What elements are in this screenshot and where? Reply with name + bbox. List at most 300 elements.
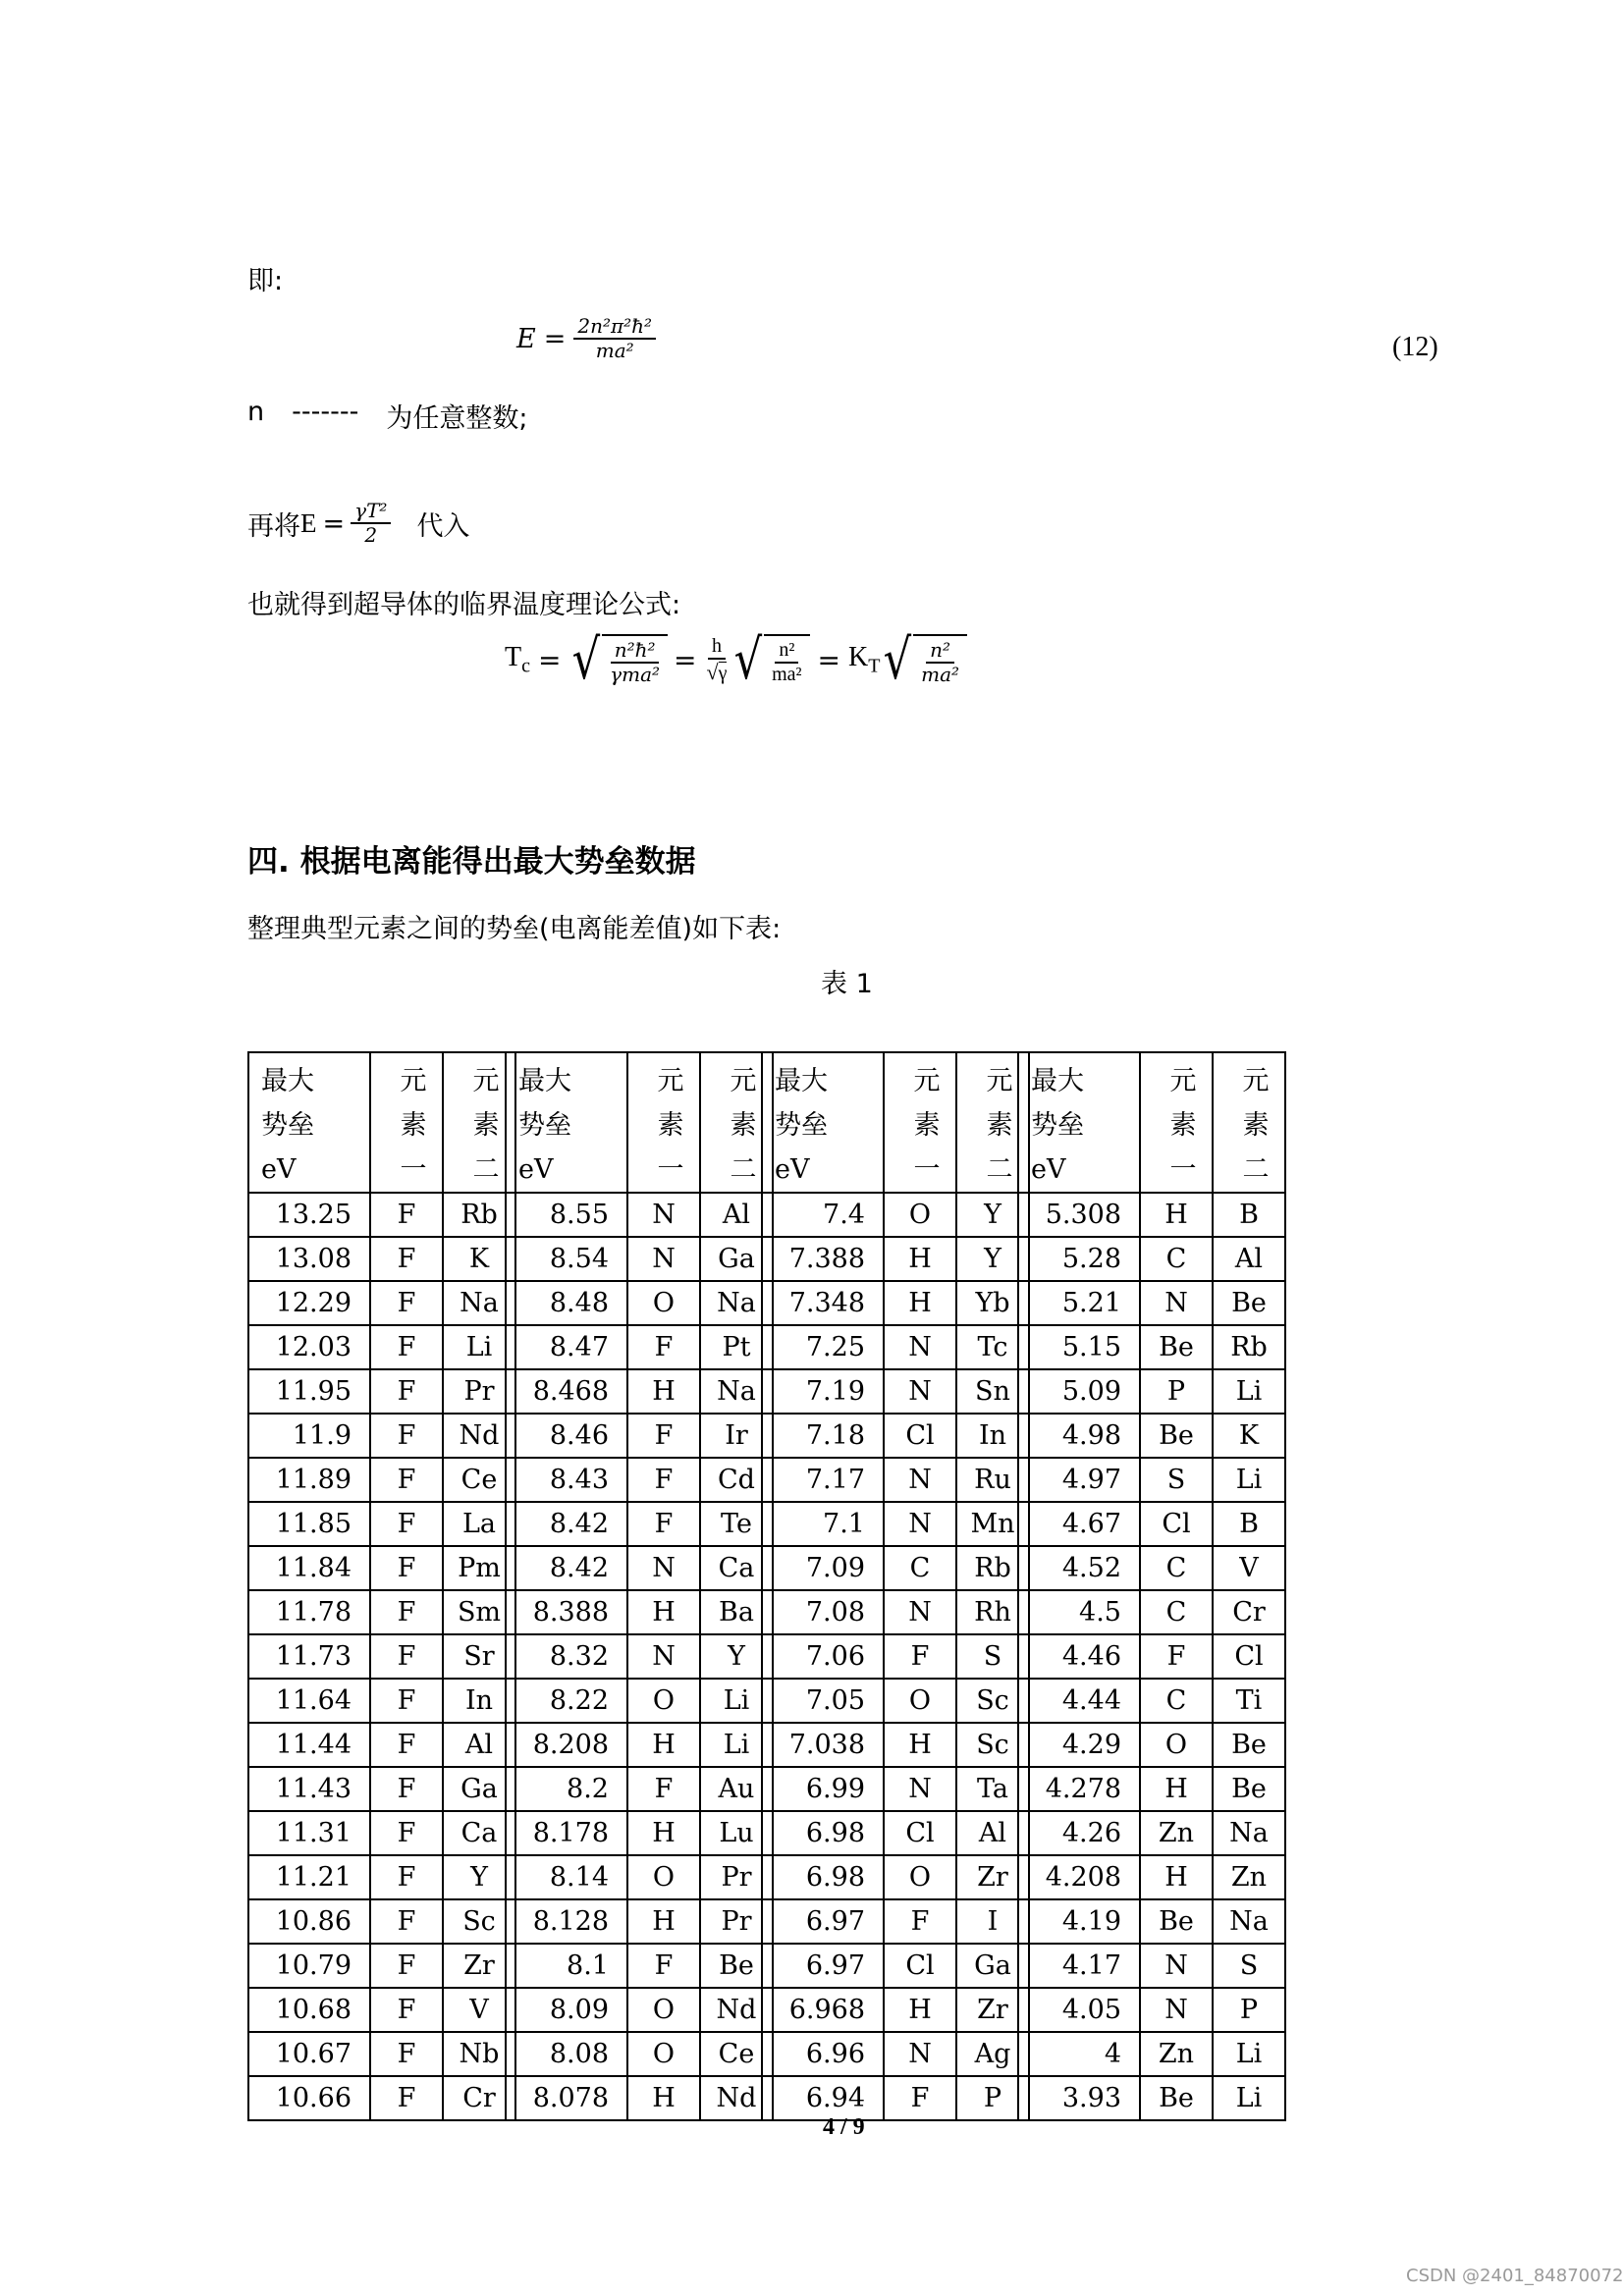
barrier-value-cell: 11.84 (248, 1546, 370, 1590)
element-one-cell: C (1140, 1237, 1213, 1281)
barrier-value-cell: 4.52 (1018, 1546, 1140, 1590)
sqrt-2: √ $\frac{\text{n²}}{\text{ma²}}$ (731, 634, 809, 686)
element-two-cell: Mn (956, 1502, 1029, 1546)
element-two-cell: K (1213, 1414, 1285, 1458)
barrier-value-cell: 5.15 (1018, 1325, 1140, 1369)
n-definition (247, 397, 527, 435)
barrier-value-cell: 8.08 (506, 2032, 627, 2076)
table-row (248, 1502, 515, 1546)
table-row (762, 1899, 1029, 1944)
element-one-cell: O (627, 1855, 700, 1899)
element-two-cell: V (1213, 1546, 1285, 1590)
barrier-value-cell: 6.98 (762, 1855, 884, 1899)
element-two-cell: Sc (956, 1723, 1029, 1767)
element-two-cell: S (1213, 1944, 1285, 1988)
table-row (248, 1634, 515, 1679)
table-row (506, 1281, 773, 1325)
table-row (248, 1590, 515, 1634)
element-one-cell: N (1140, 1281, 1213, 1325)
element-two-cell: Li (443, 1325, 515, 1369)
barrier-value-cell: 12.29 (248, 1281, 370, 1325)
element-two-cell: Sc (443, 1899, 515, 1944)
element-two-cell: Ga (956, 1944, 1029, 1988)
element-two-cell: Ag (956, 2032, 1029, 2076)
element-two-cell: Li (1213, 2076, 1285, 2120)
header-element-two: 元 素 二 (1213, 1052, 1285, 1193)
table-row (1018, 1502, 1285, 1546)
barrier-value-cell: 8.55 (506, 1193, 627, 1237)
barrier-value-cell: 4 (1018, 2032, 1140, 2076)
table-header-row (506, 1052, 773, 1193)
barrier-value-cell: 11.78 (248, 1590, 370, 1634)
element-two-cell: Li (1213, 1369, 1285, 1414)
table-row (506, 1634, 773, 1679)
barrier-value-cell: 6.97 (762, 1899, 884, 1944)
barrier-value-cell: 4.19 (1018, 1899, 1140, 1944)
barrier-value-cell: 5.09 (1018, 1369, 1140, 1414)
element-one-cell: Be (1140, 1899, 1213, 1944)
element-one-cell: F (370, 1988, 443, 2032)
table-row (506, 1679, 773, 1723)
table-row (762, 1988, 1029, 2032)
barrier-value-cell: 8.48 (506, 1281, 627, 1325)
barrier-value-cell: 8.09 (506, 1988, 627, 2032)
element-two-cell: Y (700, 1634, 773, 1679)
element-two-cell: Nb (443, 2032, 515, 2076)
barrier-value-cell: 8.1 (506, 1944, 627, 1988)
element-one-cell: F (370, 1458, 443, 1502)
element-two-cell: Zn (1213, 1855, 1285, 1899)
element-one-cell: F (1140, 1634, 1213, 1679)
element-two-cell: Cl (1213, 1634, 1285, 1679)
barrier-value-cell: 8.14 (506, 1855, 627, 1899)
element-one-cell: C (1140, 1590, 1213, 1634)
table-row (248, 1281, 515, 1325)
element-one-cell: Be (1140, 2076, 1213, 2120)
element-two-cell: Na (700, 1369, 773, 1414)
table-row (506, 1855, 773, 1899)
table-row (248, 1458, 515, 1502)
element-two-cell: Pt (700, 1325, 773, 1369)
element-one-cell: F (627, 1414, 700, 1458)
element-two-cell: Y (956, 1237, 1029, 1281)
element-one-cell: F (627, 1767, 700, 1811)
table-row (1018, 1767, 1285, 1811)
element-two-cell: Li (700, 1679, 773, 1723)
element-one-cell: F (370, 1767, 443, 1811)
element-two-cell: Sc (956, 1679, 1029, 1723)
barrier-value-cell: 4.278 (1018, 1767, 1140, 1811)
barrier-value-cell: 8.2 (506, 1767, 627, 1811)
element-one-cell: H (627, 1723, 700, 1767)
table-row (762, 1546, 1029, 1590)
element-one-cell: S (1140, 1458, 1213, 1502)
element-one-cell: N (884, 1502, 956, 1546)
table-row (1018, 1855, 1285, 1899)
barrier-value-cell: 4.44 (1018, 1679, 1140, 1723)
table-row (506, 2076, 773, 2120)
table-row (762, 2032, 1029, 2076)
element-one-cell: O (627, 1988, 700, 2032)
table-row (1018, 1679, 1285, 1723)
element-one-cell: F (370, 1590, 443, 1634)
element-two-cell: Cd (700, 1458, 773, 1502)
table-row (762, 1281, 1029, 1325)
table-row (506, 1414, 773, 1458)
header-max-barrier: 最大 势垒 eV (248, 1052, 370, 1193)
barrier-value-cell: 4.67 (1018, 1502, 1140, 1546)
element-one-cell: N (627, 1193, 700, 1237)
substitute-fraction (351, 501, 391, 546)
fraction-2: $\frac{h}{√\gamma}$ (706, 635, 728, 685)
element-two-cell: Pr (700, 1855, 773, 1899)
table-row (1018, 1988, 1285, 2032)
element-one-cell: N (884, 1767, 956, 1811)
table-row (1018, 2076, 1285, 2120)
element-one-cell: F (884, 1634, 956, 1679)
barrier-value-cell: 10.79 (248, 1944, 370, 1988)
header-element-one: 元 素 一 (1140, 1052, 1213, 1193)
table-row (248, 1767, 515, 1811)
barrier-value-cell: 7.348 (762, 1281, 884, 1325)
table-row (1018, 1281, 1285, 1325)
element-one-cell: F (884, 2076, 956, 2120)
header-max-barrier: 最大 势垒 eV (1018, 1052, 1140, 1193)
table-row (506, 1590, 773, 1634)
element-one-cell: Be (1140, 1414, 1213, 1458)
element-two-cell: Ce (700, 2032, 773, 2076)
barrier-value-cell: 4.5 (1018, 1590, 1140, 1634)
element-two-cell: Sm (443, 1590, 515, 1634)
table-row (248, 1546, 515, 1590)
table-row (248, 1811, 515, 1855)
element-two-cell: In (956, 1414, 1029, 1458)
table-row (762, 1679, 1029, 1723)
table-row (248, 1855, 515, 1899)
table-row (506, 1944, 773, 1988)
barrier-value-cell: 4.29 (1018, 1723, 1140, 1767)
element-one-cell: F (370, 1193, 443, 1237)
element-two-cell: Cr (1213, 1590, 1285, 1634)
table-row (762, 1193, 1029, 1237)
substitute-lhs: E (300, 507, 317, 538)
element-two-cell: Nd (700, 1988, 773, 2032)
table-row (506, 1767, 773, 1811)
element-one-cell: Cl (1140, 1502, 1213, 1546)
table-row (762, 1634, 1029, 1679)
element-one-cell: H (1140, 1767, 1213, 1811)
tc-formula: $T_c$ = √ $\frac{\text{n²ħ²}}{\text{γma²}}$ = $\frac{h}{√\gamma}$ √ $\frac{\text{n²}}{\text{ma²}}$ = $K_T$ √ $\frac{\text{n²}}{\text{ma²}}$ (505, 634, 967, 686)
table-row (506, 1502, 773, 1546)
table-row (762, 1414, 1029, 1458)
substitute-prefix: 再将 (247, 510, 300, 542)
table-row (762, 1723, 1029, 1767)
element-one-cell: P (1140, 1369, 1213, 1414)
table-row (1018, 1546, 1285, 1590)
element-one-cell: N (1140, 1988, 1213, 2032)
element-two-cell: In (443, 1679, 515, 1723)
element-two-cell: Au (700, 1767, 773, 1811)
element-two-cell: Ru (956, 1458, 1029, 1502)
barrier-value-cell: 11.9 (248, 1414, 370, 1458)
barrier-value-cell: 7.25 (762, 1325, 884, 1369)
equation-12: E = $\frac{\text{2n²π²ħ²}}{\text{ma²}}$ (516, 316, 656, 361)
table-row (248, 1237, 515, 1281)
barrier-value-cell: 7.038 (762, 1723, 884, 1767)
table-row (248, 1369, 515, 1414)
element-one-cell: F (370, 1369, 443, 1414)
barrier-value-cell: 11.21 (248, 1855, 370, 1899)
barrier-value-cell: 10.66 (248, 2076, 370, 2120)
element-one-cell: F (370, 1679, 443, 1723)
element-two-cell: Ti (1213, 1679, 1285, 1723)
element-one-cell: H (627, 2076, 700, 2120)
barrier-value-cell: 10.67 (248, 2032, 370, 2076)
element-two-cell: Cr (443, 2076, 515, 2120)
page-number: 4 / 9 (823, 2114, 865, 2140)
table-row (506, 1325, 773, 1369)
barrier-value-cell: 4.208 (1018, 1855, 1140, 1899)
element-two-cell: Zr (443, 1944, 515, 1988)
table-row (1018, 1325, 1285, 1369)
element-two-cell: B (1213, 1502, 1285, 1546)
table-row (248, 1988, 515, 2032)
sqrt-1: √ $\frac{\text{n²ħ²}}{\text{γma²}}$ (568, 634, 668, 686)
table-row (1018, 1458, 1285, 1502)
barrier-value-cell: 8.32 (506, 1634, 627, 1679)
element-two-cell: Rb (443, 1193, 515, 1237)
element-two-cell: Zr (956, 1855, 1029, 1899)
barrier-value-cell: 8.178 (506, 1811, 627, 1855)
header-element-one: 元 素 一 (370, 1052, 443, 1193)
barrier-value-cell: 4.97 (1018, 1458, 1140, 1502)
table-row (506, 1723, 773, 1767)
table-row (506, 2032, 773, 2076)
barrier-value-cell: 8.468 (506, 1369, 627, 1414)
table-row (1018, 2032, 1285, 2076)
barrier-value-cell: 10.68 (248, 1988, 370, 2032)
table-row (1018, 1899, 1285, 1944)
element-two-cell: Rb (956, 1546, 1029, 1590)
table-row (762, 1325, 1029, 1369)
element-two-cell: Ba (700, 1590, 773, 1634)
barrier-value-cell: 8.47 (506, 1325, 627, 1369)
header-max-barrier: 最大 势垒 eV (506, 1052, 627, 1193)
n-desc: 为任意整数; (386, 403, 528, 434)
header-element-two: 元 素 二 (956, 1052, 1029, 1193)
barrier-value-cell: 8.078 (506, 2076, 627, 2120)
header-element-two: 元 素 二 (700, 1052, 773, 1193)
element-one-cell: H (627, 1899, 700, 1944)
element-one-cell: H (884, 1281, 956, 1325)
element-one-cell: F (370, 2076, 443, 2120)
element-two-cell: Li (1213, 2032, 1285, 2076)
barrier-value-cell: 7.05 (762, 1679, 884, 1723)
root1-denominator: γma² (610, 662, 661, 686)
substitute-numerator: γT² (351, 501, 391, 524)
barrier-value-cell: 8.22 (506, 1679, 627, 1723)
section-heading: 四. 根据电离能得出最大势垒数据 (247, 844, 696, 880)
table-row (248, 1325, 515, 1369)
barrier-value-cell: 7.09 (762, 1546, 884, 1590)
result-line: 也就得到超导体的临界温度理论公式: (247, 590, 681, 620)
element-two-cell: Ca (443, 1811, 515, 1855)
element-one-cell: F (370, 1414, 443, 1458)
element-two-cell: Na (1213, 1899, 1285, 1944)
barrier-value-cell: 4.05 (1018, 1988, 1140, 2032)
element-one-cell: N (884, 1369, 956, 1414)
table-row (248, 1679, 515, 1723)
element-one-cell: H (627, 1811, 700, 1855)
element-one-cell: F (370, 1723, 443, 1767)
element-one-cell: O (884, 1855, 956, 1899)
element-one-cell: F (370, 1855, 443, 1899)
element-two-cell: Pm (443, 1546, 515, 1590)
data-table-2 (505, 1051, 774, 2121)
element-two-cell: Al (700, 1193, 773, 1237)
element-two-cell: Al (443, 1723, 515, 1767)
barrier-value-cell: 8.42 (506, 1546, 627, 1590)
root2-numerator: n² (775, 640, 798, 664)
element-one-cell: F (370, 2032, 443, 2076)
table-row (1018, 1723, 1285, 1767)
table-row (1018, 1811, 1285, 1855)
element-two-cell: Li (1213, 1458, 1285, 1502)
element-one-cell: F (370, 1634, 443, 1679)
barrier-value-cell: 7.18 (762, 1414, 884, 1458)
substitute-line: 再将 E = $\frac{\text{γT²}}{2}$ 代入 (247, 499, 470, 547)
barrier-value-cell: 7.06 (762, 1634, 884, 1679)
element-one-cell: F (370, 1325, 443, 1369)
barrier-value-cell: 11.43 (248, 1767, 370, 1811)
element-one-cell: C (1140, 1546, 1213, 1590)
barrier-value-cell: 8.128 (506, 1899, 627, 1944)
root2-denominator: ma² (772, 663, 802, 685)
n-var: n (247, 397, 265, 427)
element-two-cell: V (443, 1988, 515, 2032)
frac2-denominator: γ (718, 663, 728, 685)
barrier-value-cell: 6.99 (762, 1767, 884, 1811)
element-two-cell: Be (1213, 1281, 1285, 1325)
table-row (506, 1899, 773, 1944)
table-row (506, 1237, 773, 1281)
element-one-cell: F (370, 1237, 443, 1281)
element-one-cell: F (370, 1502, 443, 1546)
element-two-cell: Al (956, 1811, 1029, 1855)
table-header-row (762, 1052, 1029, 1193)
element-one-cell: Zn (1140, 2032, 1213, 2076)
barrier-value-cell: 6.98 (762, 1811, 884, 1855)
element-two-cell: P (956, 2076, 1029, 2120)
header-element-one: 元 素 一 (627, 1052, 700, 1193)
barrier-value-cell: 10.86 (248, 1899, 370, 1944)
barrier-value-cell: 5.308 (1018, 1193, 1140, 1237)
table-row (506, 1458, 773, 1502)
element-two-cell: Lu (700, 1811, 773, 1855)
table-row (762, 1458, 1029, 1502)
sqrt-3: √ $\frac{\text{n²}}{\text{ma²}}$ (880, 634, 967, 686)
barrier-value-cell: 7.388 (762, 1237, 884, 1281)
element-one-cell: N (627, 1237, 700, 1281)
intro-label: 即: (247, 266, 284, 296)
table-header-row (1018, 1052, 1285, 1193)
table-row (248, 1899, 515, 1944)
element-one-cell: F (370, 1811, 443, 1855)
element-one-cell: Zn (1140, 1811, 1213, 1855)
element-one-cell: N (1140, 1944, 1213, 1988)
element-one-cell: N (884, 1458, 956, 1502)
eq12-lhs: E (516, 323, 536, 354)
barrier-value-cell: 11.89 (248, 1458, 370, 1502)
root1-numerator: n²ħ² (611, 640, 660, 664)
element-two-cell: La (443, 1502, 515, 1546)
barrier-value-cell: 11.64 (248, 1679, 370, 1723)
data-table-1 (247, 1051, 516, 2121)
element-one-cell: H (627, 1590, 700, 1634)
element-one-cell: F (627, 1325, 700, 1369)
element-one-cell: F (627, 1944, 700, 1988)
barrier-value-cell: 11.85 (248, 1502, 370, 1546)
element-two-cell: Be (1213, 1767, 1285, 1811)
barrier-value-cell: 6.968 (762, 1988, 884, 2032)
element-one-cell: N (884, 1590, 956, 1634)
barrier-value-cell: 13.08 (248, 1237, 370, 1281)
barrier-value-cell: 11.31 (248, 1811, 370, 1855)
element-one-cell: F (370, 1546, 443, 1590)
table-row (506, 1369, 773, 1414)
table-row (248, 2076, 515, 2120)
element-one-cell: H (884, 1723, 956, 1767)
element-one-cell: C (884, 1546, 956, 1590)
element-one-cell: Cl (884, 1811, 956, 1855)
barrier-value-cell: 4.26 (1018, 1811, 1140, 1855)
element-one-cell: O (1140, 1723, 1213, 1767)
element-two-cell: Sr (443, 1634, 515, 1679)
element-two-cell: P (1213, 1988, 1285, 2032)
element-one-cell: C (1140, 1679, 1213, 1723)
n-dashes: ------- (292, 397, 359, 427)
element-two-cell: K (443, 1237, 515, 1281)
element-two-cell: Rh (956, 1590, 1029, 1634)
element-one-cell: N (627, 1546, 700, 1590)
root3-numerator: n² (926, 640, 954, 664)
barrier-value-cell: 8.43 (506, 1458, 627, 1502)
table-row (1018, 1414, 1285, 1458)
element-one-cell: H (884, 1237, 956, 1281)
element-one-cell: H (627, 1369, 700, 1414)
table-row (506, 1193, 773, 1237)
barrier-value-cell: 4.98 (1018, 1414, 1140, 1458)
element-two-cell: Ir (700, 1414, 773, 1458)
element-one-cell: H (1140, 1855, 1213, 1899)
element-one-cell: H (884, 1988, 956, 2032)
barrier-value-cell: 11.44 (248, 1723, 370, 1767)
element-one-cell: Be (1140, 1325, 1213, 1369)
table-row (248, 2032, 515, 2076)
table-row (762, 1811, 1029, 1855)
data-table-4 (1017, 1051, 1286, 2121)
element-two-cell: Ca (700, 1546, 773, 1590)
element-one-cell: N (884, 2032, 956, 2076)
element-one-cell: O (884, 1679, 956, 1723)
kt-coefficient: $K_T$ (848, 642, 881, 677)
barrier-value-cell: 5.28 (1018, 1237, 1140, 1281)
element-two-cell: Nd (443, 1414, 515, 1458)
table-row (1018, 1634, 1285, 1679)
element-two-cell: Ga (443, 1767, 515, 1811)
element-two-cell: Na (700, 1281, 773, 1325)
barrier-value-cell: 7.19 (762, 1369, 884, 1414)
